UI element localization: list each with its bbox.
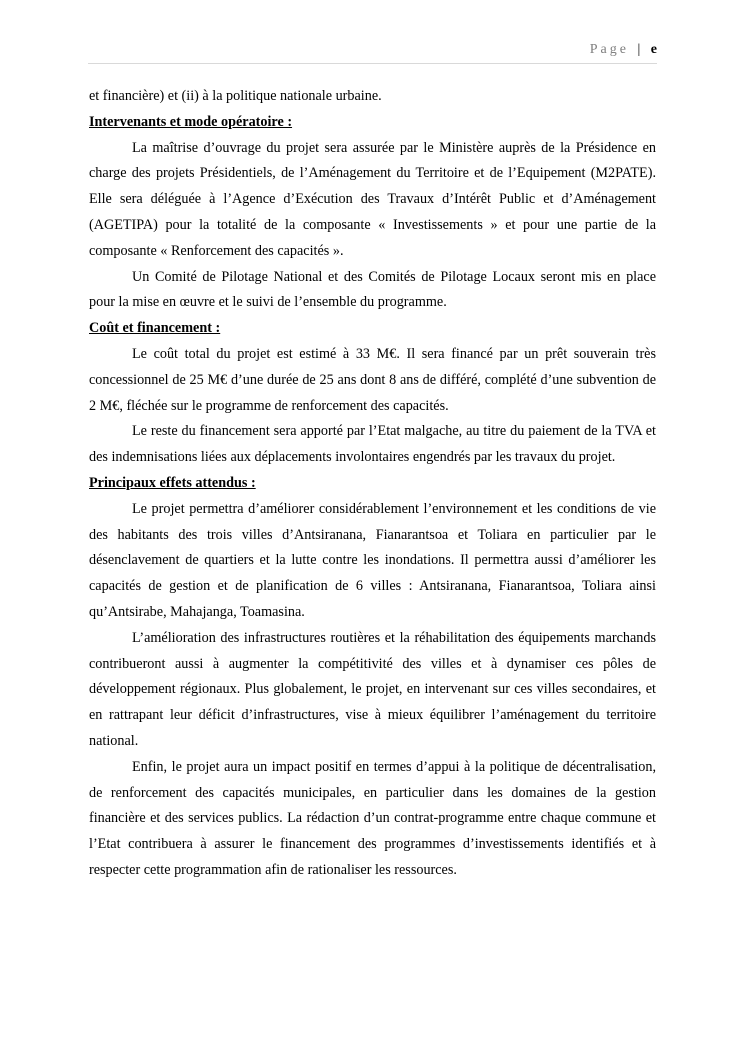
header-rule (88, 63, 657, 64)
paragraph: Le reste du financement sera apporté par l’Etat malgache, au titre du paiement de la TVA et des indemnisations liées aux déplacements involontaires engendrés par les travaux du projet. (89, 423, 656, 466)
paragraph: La maîtrise d’ouvrage du projet sera assurée par le Ministère auprès de la Présidence en charge des projets Présidentiels, de l’Aménagement du Territoire et de l’Equipement (M2PATE). Elle sera déléguée à l’Agence d’Exécution des Travaux d’Intérêt Public et d’Aménagement (AGETIPA) pour la totalité de la composante « Investissements » et pour une partie de la composante « Renforcement des capacités ». (89, 139, 656, 259)
section-heading-cout-financement: Coût et financement : (89, 320, 221, 337)
paragraph: Enfin, le projet aura un impact positif en termes d’appui à la politique de décentralisation, de renforcement des capacités municipales, en particulier dans les domaines de la gestion financière et des services publics. La rédaction d’un contrat-programme entre chaque commune et l’Etat contribuera à assurer le financement des programmes d’investissements identifiés et à respecter cette programmation afin de rationaliser les ressources. (89, 758, 656, 878)
page-number: e (650, 42, 657, 57)
section-heading-intervenants: Intervenants et mode opératoire : (89, 113, 293, 130)
document-body (89, 84, 656, 884)
paragraph: L’amélioration des infrastructures routières et la réhabilitation des équipements marchands contribueront aussi à augmenter la compétitivité des villes et à dynamiser ces pôles de développement régionaux. Plus globalement, le projet, en intervenant sur ces villes secondaires, et en rattrapant leur déficit d’infrastructures, vise à mieux équilibrer l’aménagement du territoire national. (89, 629, 656, 749)
page-header (590, 42, 657, 58)
paragraph: Le projet permettra d’améliorer considérablement l’environnement et les conditions de vie des habitants des trois villes d’Antsiranana, Fianarantsoa et Toliara en particulier par le désenclavement de quartiers et la lutte contre les inondations. Il permettra aussi d’améliorer les capacités de gestion et de planification de 6 villes : Antsiranana, Fianarantsoa, Toliara ainsi qu’Antsirabe, Mahajanga, Toamasina. (89, 500, 656, 620)
section-heading-effets-attendus: Principaux effets attendus : (89, 474, 256, 491)
page-separator: | (637, 42, 641, 57)
page-label: Page (589, 42, 629, 57)
intro-paragraph: et financière) et (ii) à la politique nationale urbaine. (89, 88, 382, 104)
paragraph: Un Comité de Pilotage National et des Comités de Pilotage Locaux seront mis en place pour la mise en œuvre et le suivi de l’ensemble du programme. (89, 268, 656, 311)
paragraph: Le coût total du projet est estimé à 33 M€. Il sera financé par un prêt souverain très concessionnel de 25 M€ d’une durée de 25 ans dont 8 ans de différé, complété d’une subvention de 2 M€, fléchée sur le programme de renforcement des capacités. (89, 345, 656, 414)
